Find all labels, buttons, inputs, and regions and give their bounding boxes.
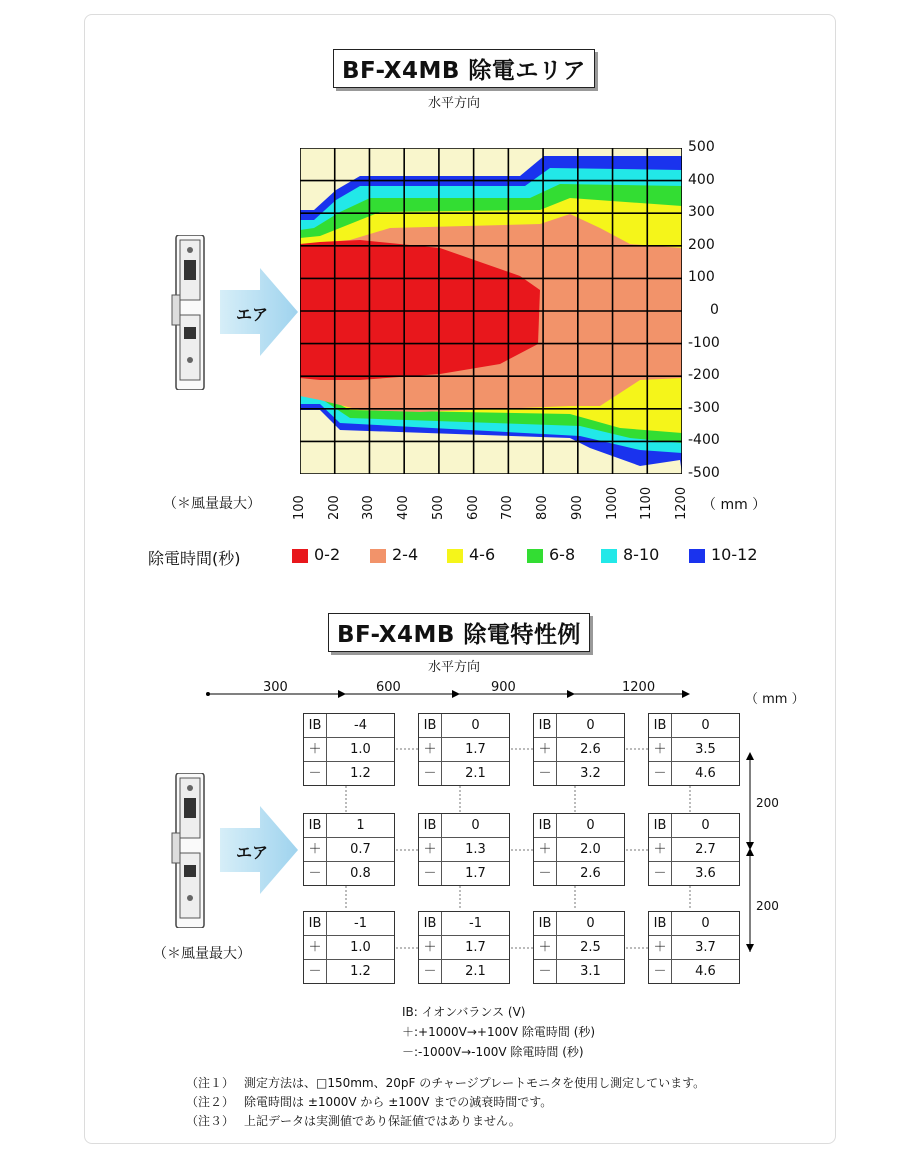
measurement-row	[304, 936, 394, 960]
ionizer-device-image	[170, 773, 210, 928]
measurement-key: －	[419, 762, 442, 785]
measurement-row	[649, 862, 739, 885]
measurement-row	[419, 814, 509, 838]
x-tick-label: 900	[569, 495, 585, 520]
x-tick-label: 1200	[674, 486, 689, 520]
distance-label: 900	[491, 680, 516, 695]
measurement-row	[534, 814, 624, 838]
footnote-text: 上記データは実測値であり保証値ではありません。	[244, 1114, 521, 1128]
measurement-row	[534, 960, 624, 983]
measurement-cell	[303, 713, 395, 786]
measurement-row	[534, 762, 624, 785]
measurement-value: 3.7	[695, 940, 716, 955]
x-tick-label: 400	[396, 495, 412, 520]
measurement-row	[304, 738, 394, 762]
measurement-key: ＋	[534, 838, 557, 861]
x-tick-label: 800	[535, 495, 551, 520]
measurement-key: ＋	[419, 936, 442, 959]
measurement-key: IB	[304, 814, 327, 837]
measurement-row	[304, 862, 394, 885]
measurement-value: 1	[356, 818, 365, 833]
grid-legend-line: －:-1000V→-100V 除電時間 (秒)	[402, 1045, 584, 1059]
measurement-value: 0.7	[350, 842, 371, 857]
grid-legend-line: IB: イオンバランス (V)	[402, 1005, 526, 1019]
measurement-value: 1.7	[465, 866, 486, 881]
measurement-key: IB	[649, 714, 672, 737]
measurement-key: ＋	[534, 936, 557, 959]
x-tick-label: 600	[465, 495, 481, 520]
measurement-row	[649, 738, 739, 762]
legend-label: 4-6	[469, 545, 496, 564]
measurement-value: 0	[586, 916, 595, 931]
measurement-value: 2.0	[580, 842, 601, 857]
footnote-text: 測定方法は、□150mm、20pF のチャージプレートモニタを使用し測定しています。	[244, 1076, 706, 1090]
measurement-key: ＋	[419, 838, 442, 861]
measurement-cell	[533, 813, 625, 886]
measurement-cell	[418, 813, 510, 886]
measurement-key: －	[534, 762, 557, 785]
measurement-value: 0	[701, 718, 710, 733]
y-tick-label: -400	[688, 432, 720, 449]
y-tick-label: 300	[688, 204, 715, 221]
measurement-cell	[648, 713, 740, 786]
measurement-key: －	[419, 862, 442, 885]
section1-note-max-airflow: （＊風量最大）	[163, 496, 261, 512]
vertical-spacing-1: 200	[756, 796, 779, 810]
y-tick-label: -300	[688, 399, 720, 416]
grid-legend-line: ＋:+1000V→+100V 除電時間 (秒)	[402, 1025, 596, 1039]
x-axis-unit: （ mm ）	[702, 497, 767, 513]
measurement-key: IB	[649, 814, 672, 837]
legend-label: 8-10	[623, 545, 660, 564]
measurement-row	[419, 936, 509, 960]
measurement-key: ＋	[419, 738, 442, 761]
footnote-label: （注１）	[186, 1076, 235, 1090]
measurement-row	[304, 960, 394, 983]
measurement-row	[419, 862, 509, 885]
section2-subtitle: 水平方向	[428, 660, 481, 675]
y-tick-label: -500	[688, 465, 720, 481]
x-tick-label: 500	[430, 495, 446, 520]
measurement-value: 2.6	[580, 866, 601, 881]
measurement-value: 1.2	[350, 964, 371, 979]
measurement-key: ＋	[304, 936, 327, 959]
measurement-row	[304, 714, 394, 738]
measurement-key: ＋	[304, 838, 327, 861]
measurement-row	[419, 762, 509, 785]
x-tick-label: 200	[326, 495, 342, 520]
legend-label: 2-4	[392, 545, 419, 564]
measurement-row	[419, 714, 509, 738]
measurement-row	[649, 714, 739, 738]
footnote-label: （注３）	[186, 1114, 235, 1128]
legend-label: 6-8	[549, 545, 576, 564]
measurement-key: －	[649, 762, 672, 785]
section2-unit: （ mm ）	[745, 692, 805, 707]
measurement-key: IB	[534, 912, 557, 935]
measurement-key: IB	[419, 912, 442, 935]
measurement-value: 1.3	[465, 842, 486, 857]
distance-label: 600	[376, 680, 401, 695]
measurement-cell	[533, 713, 625, 786]
air-label: エア	[236, 843, 269, 862]
x-tick-label: 1100	[639, 486, 655, 520]
x-tick-label: 100	[292, 495, 307, 520]
measurement-value: 2.6	[580, 742, 601, 757]
measurement-row	[304, 838, 394, 862]
measurement-row	[304, 814, 394, 838]
measurement-value: 2.7	[695, 842, 716, 857]
measurement-cell	[648, 911, 740, 984]
measurement-value: -1	[354, 916, 367, 931]
measurement-key: －	[304, 862, 327, 885]
measurement-value: 0	[701, 916, 710, 931]
measurement-value: 1.0	[350, 742, 371, 757]
y-tick-label: 0	[710, 302, 719, 318]
measurement-value: 1.7	[465, 742, 486, 757]
measurement-key: －	[304, 762, 327, 785]
measurement-value: 3.2	[580, 766, 601, 781]
measurement-value: 3.6	[695, 866, 716, 881]
legend-swatch	[689, 549, 705, 563]
x-tick-label: 700	[500, 495, 516, 520]
measurement-key: IB	[649, 912, 672, 935]
measurement-value: 4.6	[695, 766, 716, 781]
measurement-key: IB	[534, 814, 557, 837]
y-tick-label: 100	[688, 269, 715, 286]
measurement-row	[534, 738, 624, 762]
measurement-value: 0	[586, 718, 595, 733]
measurement-row	[534, 714, 624, 738]
measurement-key: ＋	[534, 738, 557, 761]
measurement-row	[304, 762, 394, 785]
measurement-cell	[418, 911, 510, 984]
measurement-value: 2.5	[580, 940, 601, 955]
legend-label: 0-2	[314, 545, 341, 564]
legend-swatch	[292, 549, 308, 563]
y-tick-label: 500	[688, 139, 715, 155]
measurement-value: -1	[469, 916, 482, 931]
measurement-cell	[533, 911, 625, 984]
measurement-key: IB	[419, 714, 442, 737]
discharge-area-heatmap	[300, 148, 682, 478]
measurement-key: －	[304, 960, 327, 983]
measurement-key: －	[419, 960, 442, 983]
measurement-key: ＋	[649, 838, 672, 861]
measurement-row	[534, 838, 624, 862]
measurement-key: IB	[304, 714, 327, 737]
measurement-key: IB	[534, 714, 557, 737]
measurement-row	[649, 960, 739, 983]
section1-title: BF-X4MB 除電エリア	[333, 49, 595, 88]
section1-subtitle: 水平方向	[428, 96, 481, 111]
footnote-text: 除電時間は ±1000V から ±100V までの減衰時間です。	[244, 1095, 553, 1109]
legend-title: 除電時間(秒)	[148, 549, 241, 568]
x-tick-label: 300	[361, 495, 377, 520]
measurement-cell	[418, 713, 510, 786]
measurement-row	[534, 862, 624, 885]
measurement-row	[649, 762, 739, 785]
measurement-row	[534, 912, 624, 936]
distance-label: 300	[263, 680, 288, 695]
measurement-value: 1.7	[465, 940, 486, 955]
section2-note-max-airflow: （＊風量最大）	[153, 946, 251, 962]
measurement-row	[649, 936, 739, 960]
measurement-cell	[303, 813, 395, 886]
measurement-key: ＋	[649, 936, 672, 959]
measurement-value: -4	[354, 718, 367, 733]
measurement-value: 0	[701, 818, 710, 833]
measurement-value: 0	[471, 818, 480, 833]
measurement-key: －	[534, 862, 557, 885]
legend-swatch	[527, 549, 543, 563]
measurement-row	[419, 912, 509, 936]
legend-swatch	[601, 549, 617, 563]
measurement-value: 0	[471, 718, 480, 733]
measurement-value: 1.2	[350, 766, 371, 781]
measurement-row	[419, 838, 509, 862]
distance-label: 1200	[622, 680, 656, 695]
measurement-row	[304, 912, 394, 936]
measurement-value: 0.8	[350, 866, 371, 881]
measurement-value: 0	[586, 818, 595, 833]
y-tick-label: -100	[688, 334, 720, 351]
section2-title: BF-X4MB 除電特性例	[328, 613, 590, 652]
measurement-row	[649, 838, 739, 862]
measurement-value: 3.5	[695, 742, 716, 757]
measurement-value: 2.1	[465, 766, 486, 781]
measurement-key: －	[534, 960, 557, 983]
measurement-row	[649, 912, 739, 936]
measurement-key: IB	[419, 814, 442, 837]
measurement-value: 1.0	[350, 940, 371, 955]
measurement-key: －	[649, 960, 672, 983]
measurement-key: IB	[304, 912, 327, 935]
measurement-row	[534, 936, 624, 960]
measurement-row	[419, 738, 509, 762]
air-label: エア	[236, 305, 269, 324]
measurement-value: 2.1	[465, 964, 486, 979]
measurement-cell	[303, 911, 395, 984]
measurement-key: ＋	[649, 738, 672, 761]
legend-label: 10-12	[711, 545, 758, 564]
measurement-value: 3.1	[580, 964, 601, 979]
measurement-key: －	[649, 862, 672, 885]
measurement-key: ＋	[304, 738, 327, 761]
ionizer-device-image	[170, 235, 210, 390]
y-tick-label: 200	[688, 236, 715, 253]
footnote-label: （注２）	[186, 1095, 235, 1109]
y-tick-label: 400	[688, 171, 715, 188]
vertical-spacing-2: 200	[756, 899, 779, 913]
y-tick-label: -200	[688, 367, 720, 384]
legend-swatch	[447, 549, 463, 563]
legend-swatch	[370, 549, 386, 563]
measurement-cell	[648, 813, 740, 886]
x-tick-label: 1000	[604, 486, 620, 520]
measurement-row	[419, 960, 509, 983]
measurement-value: 4.6	[695, 964, 716, 979]
measurement-row	[649, 814, 739, 838]
